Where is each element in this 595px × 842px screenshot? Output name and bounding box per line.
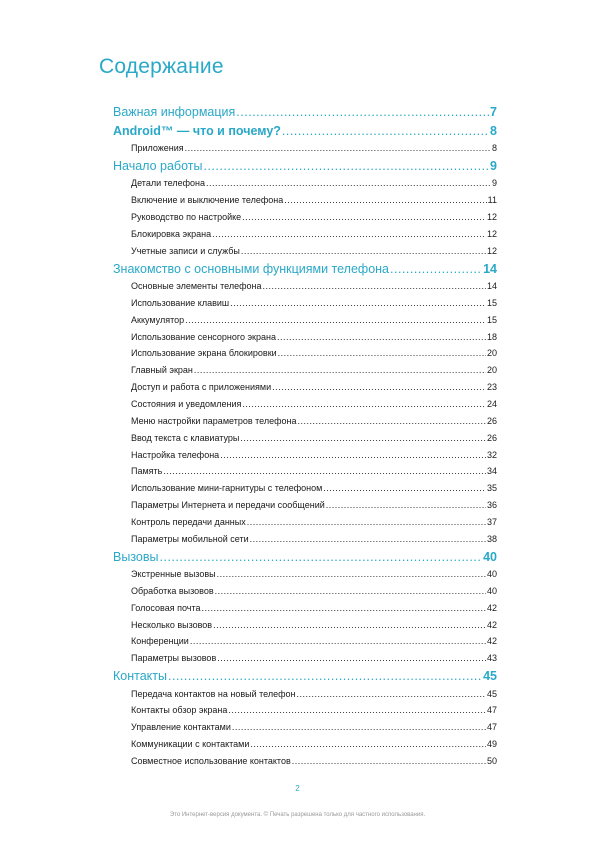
dot-leader [185,312,486,329]
toc-section-label: Начало работы [113,158,203,173]
dot-leader [272,379,486,396]
dot-leader [194,362,486,379]
toc-entry-label: Руководство по настройке [131,212,242,223]
toc-entry-page: 15 [486,314,497,325]
toc-entry-label: Обработка вызовов [131,585,214,596]
dot-leader [284,192,486,209]
dot-leader [390,261,482,279]
toc-entry-page: 18 [486,331,497,342]
toc-entry-page: 26 [486,415,497,426]
toc-entry-label: Использование мини-гарнитуры с телефоном [131,483,323,494]
toc-entry[interactable] [113,566,497,583]
toc-entry[interactable] [113,379,497,396]
toc-entry-label: Учетные записи и службы [131,245,240,256]
toc-entry[interactable] [113,531,497,548]
toc-entry-label: Блокировка экрана [131,228,212,239]
toc-entry-label: Параметры мобильной сети [131,533,249,544]
toc-entry-page: 36 [486,500,497,511]
toc-section-label: Важная информация [113,105,236,119]
toc-entry-label: Конференции [131,636,189,647]
dot-leader [298,413,486,430]
toc-entry-page: 47 [486,705,497,716]
toc-entry-page: 24 [486,398,497,409]
toc-entry-page: 9 [491,178,497,189]
toc-section-page: 40 [483,549,497,564]
toc-entry[interactable] [113,686,497,703]
dot-leader [282,123,489,141]
dot-leader [215,583,486,600]
toc-entry-page: 20 [486,348,497,359]
toc-entry[interactable] [113,753,497,770]
toc-entry-page: 45 [486,688,497,699]
toc-entry[interactable] [113,617,497,634]
toc-entry[interactable] [113,430,497,447]
dot-leader [202,600,486,617]
toc-entry-page: 42 [486,602,497,613]
dot-leader [297,686,486,703]
dot-leader [168,668,482,686]
dot-leader [242,396,486,413]
dot-leader [203,158,489,176]
toc-entry-label: Включение и выключение телефона [131,195,284,206]
toc-entry-label: Управление контактами [131,722,231,733]
dot-leader [160,549,483,567]
toc-entry[interactable] [113,295,497,312]
dot-leader [228,702,486,719]
toc-entry-page: 12 [486,245,497,256]
toc-entry-page: 14 [486,281,497,292]
dot-leader [163,463,486,480]
toc-section-page: 14 [483,261,497,276]
toc-entry-page: 8 [491,143,497,153]
toc-section[interactable] [113,158,497,176]
toc-entry-label: Состояния и уведомления [131,398,242,409]
toc-entry-page: 11 [487,195,497,206]
toc-entry-label: Несколько вызовов [131,619,213,630]
toc-entry[interactable] [113,650,497,667]
toc-entry-label: Параметры вызовов [131,653,217,664]
dot-leader [217,650,486,667]
toc-entry-label: Меню настройки параметров телефона [131,415,297,426]
toc-section-page: 7 [490,105,497,119]
dot-leader [240,430,486,447]
toc-entry-label: Главный экран [131,365,193,376]
toc-section[interactable] [113,549,497,567]
toc-entry[interactable] [113,140,497,157]
toc-section[interactable] [113,104,497,122]
toc-entry-page: 47 [486,722,497,733]
toc-entry[interactable] [113,463,497,480]
dot-leader [278,345,486,362]
toc-entry[interactable] [113,514,497,531]
toc-entry[interactable] [113,719,497,736]
toc-section-page: 8 [490,123,497,138]
toc-entry[interactable] [113,329,497,346]
toc-section-label: Вызовы [113,549,159,564]
page-title: Содержание [99,55,224,78]
toc-entry-label: Приложения [131,143,184,153]
dot-leader [213,617,486,634]
toc-entry[interactable] [113,447,497,464]
toc-entry[interactable] [113,192,497,209]
dot-leader [247,514,486,531]
page-number: 2 [295,784,300,793]
toc-entry-label: Экстренные вызовы [131,569,216,580]
toc-entry-page: 35 [486,483,497,494]
toc-section[interactable] [113,668,497,686]
toc-entry-label: Контроль передачи данных [131,516,246,527]
toc-entry-label: Коммуникации с контактами [131,739,250,750]
dot-leader [292,753,486,770]
dot-leader [242,209,486,226]
toc-entry-page: 12 [486,228,497,239]
toc-entry-label: Контакты обзор экрана [131,705,228,716]
toc-entry-page: 42 [486,636,497,647]
toc-entry-label: Параметры Интернета и передачи сообщений [131,500,325,511]
dot-leader [326,497,486,514]
toc-entry[interactable] [113,736,497,753]
toc-entry-page: 43 [486,653,497,664]
toc-entry-page: 15 [486,297,497,308]
dot-leader [212,226,486,243]
toc-entry-label: Аккумулятор [131,314,185,325]
dot-leader [262,278,486,295]
toc-entry-page: 40 [486,569,497,580]
toc-entry-page: 38 [486,533,497,544]
toc-entry-page: 32 [486,449,497,460]
toc-entry-label: Основные элементы телефона [131,281,262,292]
toc-section-label: Знакомство с основными функциями телефона [113,261,390,276]
toc-entry-page: 12 [486,212,497,223]
toc-section-page: 9 [490,158,497,173]
dot-leader [323,480,486,497]
toc-entry-label: Использование экрана блокировки [131,348,277,359]
toc-entry-label: Ввод текста с клавиатуры [131,432,240,443]
toc-entry[interactable] [113,345,497,362]
toc-entry-page: 20 [486,365,497,376]
dot-leader [232,719,486,736]
toc-entry-page: 37 [486,516,497,527]
dot-leader [206,175,491,192]
toc-entry[interactable] [113,702,497,719]
dot-leader [250,531,486,548]
toc-entry-page: 34 [486,466,497,477]
toc-entry[interactable] [113,278,497,295]
toc-section-page: 45 [483,669,497,684]
toc-entry[interactable] [113,396,497,413]
toc-entry[interactable] [113,175,497,192]
toc-entry[interactable] [113,633,497,650]
toc-entry[interactable] [113,243,497,260]
toc-entry-label: Передача контактов на новый телефон [131,688,296,699]
toc-entry[interactable] [113,413,497,430]
toc-entry-page: 42 [486,619,497,630]
toc-entry[interactable] [113,362,497,379]
toc-entry[interactable] [113,600,497,617]
toc-section-label: Android™ — что и почему? [113,123,281,138]
toc-entry-page: 50 [486,756,497,766]
dot-leader [185,140,491,157]
dot-leader [250,736,486,753]
dot-leader [230,295,486,312]
toc-entry[interactable] [113,209,497,226]
toc-entry[interactable] [113,497,497,514]
dot-leader [190,633,486,650]
dot-leader [241,243,486,260]
toc-section[interactable] [113,123,497,141]
toc-entry-label: Доступ и работа с приложениями [131,382,272,393]
dot-leader [277,329,486,346]
toc-entry-page: 26 [486,432,497,443]
toc-entry[interactable] [113,583,497,600]
toc-entry-page: 49 [486,739,497,750]
toc-entry[interactable] [113,480,497,497]
toc-section[interactable] [113,261,497,279]
toc-entry-page: 23 [486,382,497,393]
toc-entry-label: Использование сенсорного экрана [131,331,276,342]
table-of-contents [113,103,497,770]
toc-entry-label: Совместное использование контактов [131,756,291,766]
dot-leader [217,566,486,583]
toc-entry-label: Детали телефона [131,178,205,189]
toc-entry-label: Использование клавиш [131,297,230,308]
toc-entry-label: Настройка телефона [131,449,220,460]
footer-notice: Это Интернет-версия документа. © Печать разрешена только для частного использования. [169,812,426,818]
toc-entry-label: Голосовая почта [131,602,201,613]
toc-entry[interactable] [113,226,497,243]
toc-entry[interactable] [113,312,497,329]
toc-entry-page: 40 [486,585,497,596]
dot-leader [236,104,489,122]
toc-entry-label: Память [131,466,163,477]
toc-section-label: Контакты [113,669,167,684]
dot-leader [220,447,486,464]
